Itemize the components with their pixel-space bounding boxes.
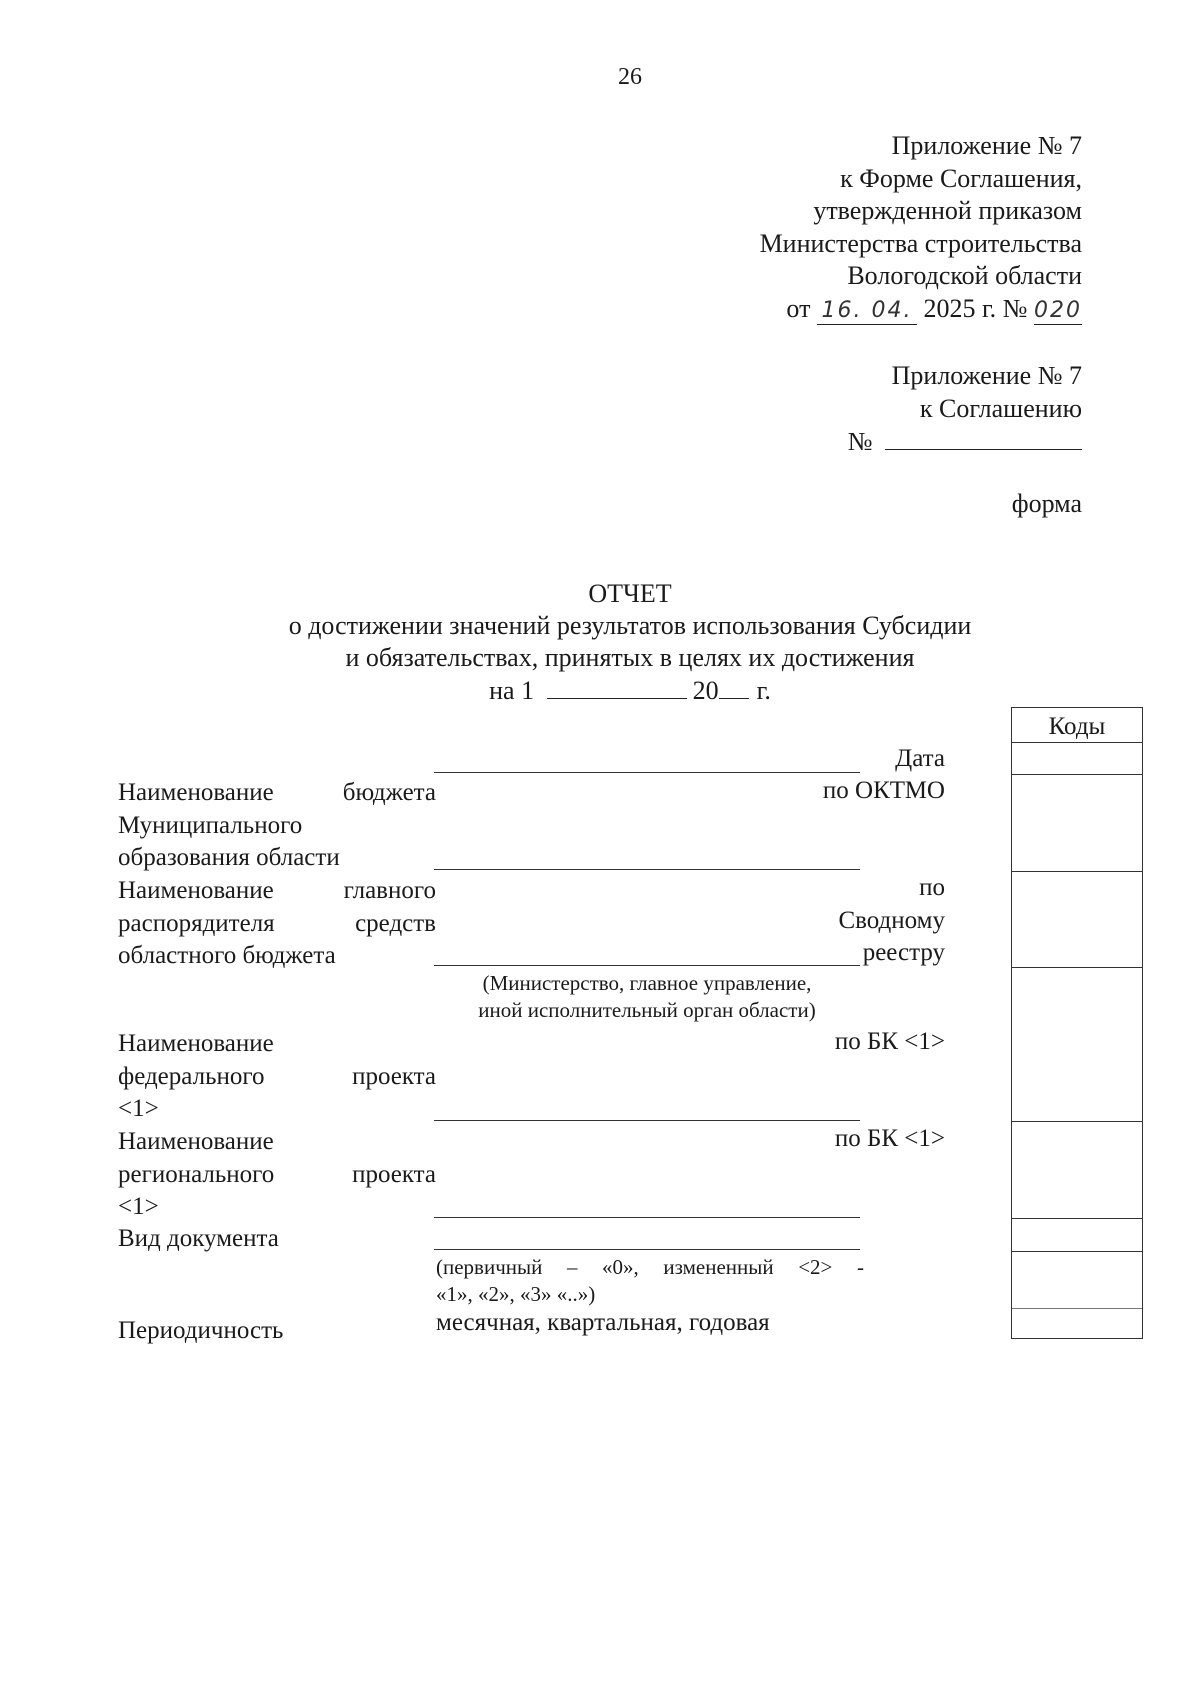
distributor-label-word: главного xyxy=(343,877,436,904)
codes-row-divider xyxy=(1012,967,1142,968)
annex-number-label: № xyxy=(847,427,873,456)
doc-type-caption-word: измененный xyxy=(663,1255,774,1279)
approval-block xyxy=(760,130,1082,325)
report-date-line xyxy=(0,674,1200,707)
distributor-fill-line xyxy=(434,965,860,966)
approval-number-handwritten: 020 xyxy=(1034,297,1082,323)
distributor-caption-line: (Министерство, главное управление, xyxy=(482,971,812,995)
registry-code-label-line: Сводному xyxy=(838,906,945,934)
distributor-label xyxy=(118,875,436,973)
codes-row-divider xyxy=(1012,1251,1142,1252)
report-date-prefix: на 1 xyxy=(489,676,535,705)
federal-label-word: проекта xyxy=(352,1062,436,1090)
report-date-suffix: г. xyxy=(756,676,771,705)
regional-label-word: регионального xyxy=(118,1160,275,1188)
budget-label-word: бюджета xyxy=(342,779,436,806)
budget-label-line: образования области xyxy=(118,844,340,871)
annex-number-line xyxy=(848,425,1082,459)
codes-row-divider xyxy=(1012,1308,1142,1309)
federal-project-label xyxy=(118,1028,436,1126)
distributor-label-word: средств xyxy=(355,909,436,937)
report-year-blank xyxy=(719,674,749,699)
report-title: ОТЧЕТ xyxy=(588,579,672,608)
approval-date-prefix: от xyxy=(786,293,811,323)
codes-row-divider xyxy=(1012,1218,1142,1219)
date-fill-line xyxy=(434,772,860,773)
budget-label-line: Муниципального xyxy=(118,811,303,839)
report-title-block xyxy=(0,578,1200,707)
distributor-label-word: распорядителя xyxy=(118,909,275,937)
date-code-label: Дата xyxy=(895,745,945,772)
federal-label-line: Наименование xyxy=(118,1030,274,1057)
codes-row-divider xyxy=(1012,1121,1142,1122)
codes-row-divider xyxy=(1012,774,1142,775)
report-date-year: 20 xyxy=(692,676,719,705)
approval-line: утвержденной приказом xyxy=(813,196,1082,225)
codes-table xyxy=(1011,707,1143,1339)
bk-federal-code-label: по БК <1> xyxy=(834,1028,945,1055)
doc-type-label xyxy=(118,1223,436,1256)
report-subtitle: и обязательствах, принятых в целях их достижения xyxy=(345,643,915,672)
periodicity-value: месячная, квартальная, годовая xyxy=(436,1309,770,1336)
approval-year-text: 2025 г. № xyxy=(923,293,1028,323)
distributor-label-word: Наименование xyxy=(118,877,274,904)
regional-label-line: Наименование xyxy=(118,1128,274,1155)
registry-code-label-line: по xyxy=(919,874,945,901)
codes-row-divider xyxy=(1012,871,1142,872)
annex-number-blank xyxy=(885,425,1082,450)
regional-label-footnote: <1> xyxy=(118,1193,159,1220)
doc-type-caption-line: «1», «2», «3» «..») xyxy=(436,1282,596,1306)
report-date-blank xyxy=(547,674,687,699)
annex-line: к Соглашению xyxy=(919,393,1082,423)
federal-project-fill-line xyxy=(434,1120,860,1121)
approval-date-handwritten: 16. 04. xyxy=(817,298,917,325)
federal-label-word: федерального xyxy=(118,1062,265,1090)
doc-type-caption xyxy=(436,1254,864,1308)
approval-line: к Форме Соглашения, xyxy=(840,163,1082,193)
federal-label-footnote: <1> xyxy=(118,1095,159,1122)
budget-label-word: Наименование xyxy=(118,779,274,806)
periodicity-label-text: Периодичность xyxy=(118,1317,284,1344)
budget-label xyxy=(118,777,436,875)
doc-type-label-text: Вид документа xyxy=(118,1225,279,1252)
approval-line: Министерства строительства xyxy=(759,228,1082,258)
annex-line: Приложение № 7 xyxy=(891,361,1082,390)
codes-header: Коды xyxy=(1048,713,1106,740)
approval-line: Приложение № 7 xyxy=(891,131,1082,160)
regional-project-label xyxy=(118,1126,436,1224)
oktmo-code-label: по ОКТМО xyxy=(822,777,945,804)
form-label-block xyxy=(1012,488,1082,521)
distributor-caption xyxy=(434,970,860,1024)
doc-type-caption-word: <2> xyxy=(798,1255,833,1279)
agreement-annex-block xyxy=(848,360,1082,459)
distributor-caption-line: иной исполнительный орган области) xyxy=(478,998,816,1022)
registry-code-label xyxy=(838,872,945,970)
budget-fill-line xyxy=(434,869,860,870)
regional-project-fill-line xyxy=(434,1217,860,1218)
doc-type-caption-word: «0», xyxy=(602,1255,639,1279)
approval-line: Вологодской области xyxy=(847,261,1082,290)
codes-row-divider xyxy=(1012,742,1142,743)
distributor-label-line: областного бюджета xyxy=(118,942,336,969)
page-number: 26 xyxy=(618,64,642,90)
approval-date-line xyxy=(760,293,1082,326)
registry-code-label-line: реестру xyxy=(862,939,945,966)
form-label: форма xyxy=(1011,489,1082,518)
periodicity-label xyxy=(118,1315,436,1348)
report-subtitle: о достижении значений результатов использования Субсидии xyxy=(288,611,972,640)
doc-type-fill-line xyxy=(434,1249,860,1250)
bk-regional-code-label: по БК <1> xyxy=(834,1125,945,1152)
doc-type-caption-word: – xyxy=(566,1255,578,1279)
doc-type-caption-word: (первичный xyxy=(436,1255,543,1279)
doc-type-caption-word: - xyxy=(857,1255,864,1279)
regional-label-word: проекта xyxy=(352,1160,436,1188)
